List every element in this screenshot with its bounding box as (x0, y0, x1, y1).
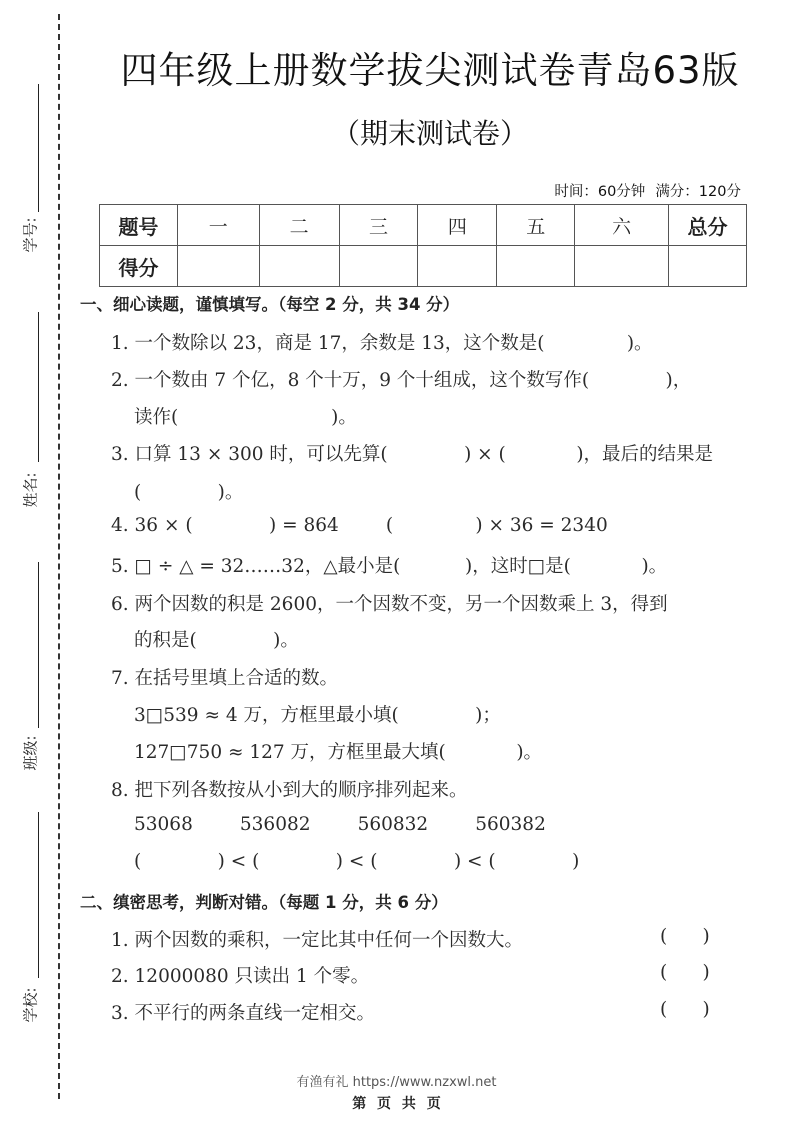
judge-answer-1[interactable]: ( ) (660, 926, 710, 947)
score-cell[interactable] (177, 246, 259, 287)
name-label: 姓名: (21, 472, 40, 508)
class-label: 班级: (21, 735, 40, 771)
col-header: 五 (497, 205, 575, 246)
school-input-line[interactable] (38, 812, 39, 978)
page-title: 四年级上册数学拔尖测试卷青岛63版 (120, 49, 740, 92)
question-1-6-cont: 的积是( )。 (134, 630, 299, 651)
question-1-6: 6. 两个因数的积是 2600，一个因数不变，另一个因数乘上 3，得到 (111, 594, 668, 615)
student-id-label: 学号: (21, 217, 40, 253)
binding-dashed-line (58, 14, 60, 1099)
question-1-7: 7. 在括号里填上合适的数。 (111, 668, 339, 689)
judge-question-1: 1. 两个因数的乘积，一定比其中任何一个因数大。 (111, 930, 524, 951)
section-1-heading: 一、细心读题，谨慎填写。（每空 2 分，共 34 分） (80, 295, 460, 314)
judge-answer-3[interactable]: ( ) (660, 999, 710, 1020)
watermark-link[interactable]: 有渔有礼 https://www.nzxwl.net (296, 1075, 497, 1090)
col-header-total: 总分 (669, 205, 747, 246)
score-cell[interactable] (575, 246, 669, 287)
judge-question-2: 2. 12000080 只读出 1 个零。 (111, 966, 370, 987)
score-cell[interactable] (259, 246, 339, 287)
score-cell[interactable] (497, 246, 575, 287)
question-1-4: 4. 36 × ( ) = 864 ( ) × 36 = 2340 (111, 515, 608, 536)
score-table-score-row (100, 246, 747, 287)
score-cell[interactable] (418, 246, 497, 287)
exam-meta (554, 180, 741, 201)
question-1-8-answer: ( ) < ( ) < ( ) < ( ) (134, 851, 580, 872)
score-table-header-row (100, 205, 747, 246)
exam-full-score: 满分：120分 (655, 184, 741, 200)
judge-answer-2[interactable]: ( ) (660, 962, 710, 983)
col-header: 六 (575, 205, 669, 246)
col-header: 三 (339, 205, 418, 246)
question-1-7-b: 127□750 ≈ 127 万，方框里最大填( )。 (134, 742, 543, 763)
row-header-question-number: 题号 (100, 205, 178, 246)
judge-question-3: 3. 不平行的两条直线一定相交。 (111, 1003, 376, 1024)
col-header: 四 (418, 205, 497, 246)
page-number: 第 页 共 页 (352, 1096, 441, 1112)
exam-time: 时间：60分钟 (554, 184, 646, 200)
score-cell-total[interactable] (669, 246, 747, 287)
question-1-2-cont: 读作( )。 (134, 407, 357, 428)
name-input-line[interactable] (38, 312, 39, 462)
question-1-1: 1. 一个数除以 23，商是 17，余数是 13，这个数是( )。 (111, 333, 653, 354)
student-id-input-line[interactable] (38, 84, 39, 212)
question-1-8-numbers: 53068 536082 560832 560382 (134, 814, 546, 835)
question-1-3-cont: ( )。 (134, 482, 244, 503)
question-1-3: 3. 口算 13 × 300 时，可以先算( ) × ( )，最后的结果是 (111, 444, 714, 465)
row-header-score: 得分 (100, 246, 178, 287)
question-1-7-a: 3□539 ≈ 4 万，方框里最小填( )； (134, 705, 501, 726)
class-input-line[interactable] (38, 562, 39, 728)
section-2-heading: 二、缜密思考，判断对错。（每题 1 分，共 6 分） (80, 893, 448, 912)
score-cell[interactable] (339, 246, 418, 287)
school-label: 学校: (21, 987, 40, 1023)
page-subtitle: （期末测试卷） (331, 117, 528, 150)
question-1-8: 8. 把下列各数按从小到大的顺序排列起来。 (111, 780, 468, 801)
col-header: 一 (177, 205, 259, 246)
question-1-2: 2. 一个数由 7 个亿，8 个十万，9 个十组成，这个数写作( )， (111, 370, 692, 391)
question-1-5: 5. □ ÷ △ = 32……32，△最小是( )，这时□是( )。 (111, 556, 668, 577)
score-table (99, 204, 747, 287)
col-header: 二 (259, 205, 339, 246)
